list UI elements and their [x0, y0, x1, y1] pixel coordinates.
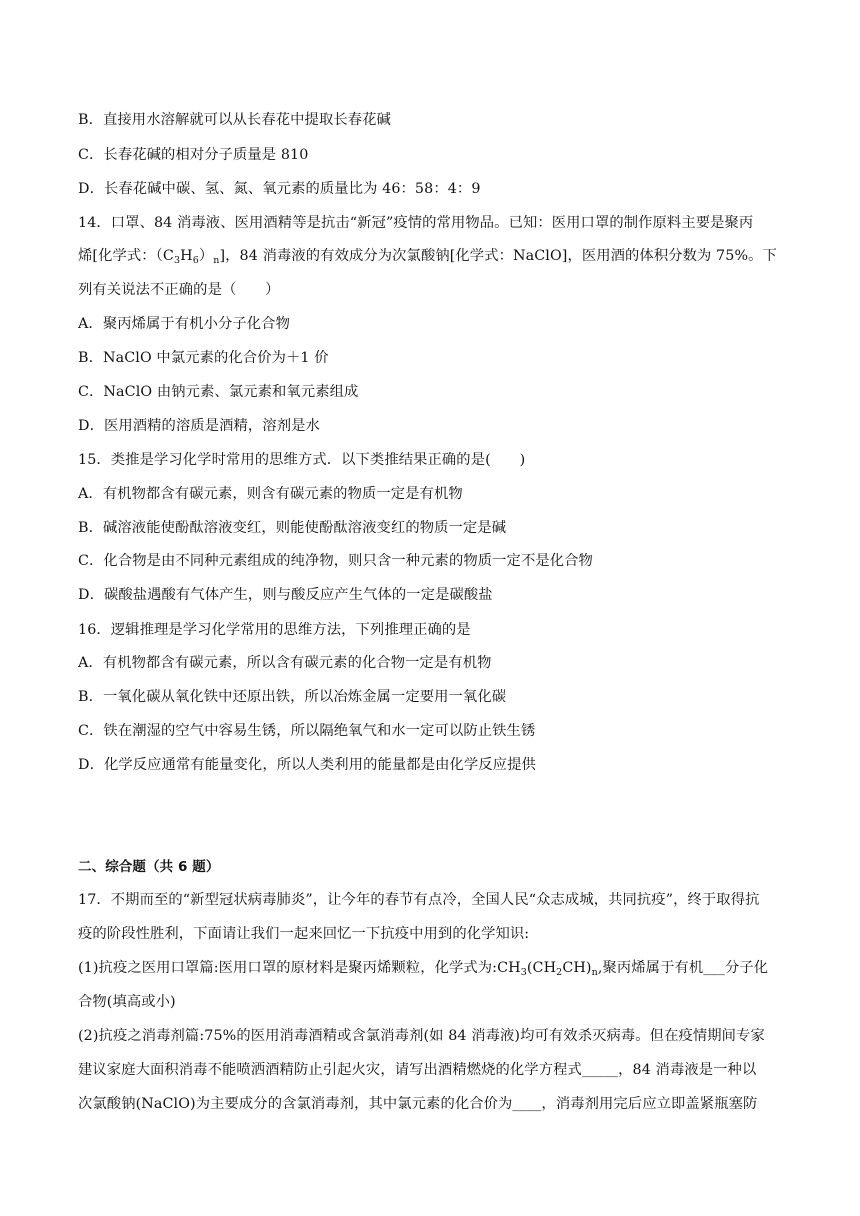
q13-option-b: B．直接用水溶解就可以从长春花中提取长春花碱 — [78, 112, 391, 128]
q17-part2-line2: 建议家庭大面积消毒不能喷洒酒精防止引起火灾，请写出酒精燃烧的化学方程式_____，84 消毒液是一种以 — [78, 1062, 757, 1078]
q17-stem-line1: 17．不期而至的“新型冠状病毒肺炎”，让今年的春节有点冷，全国人民“众志成城，共同抗疫”，终于取得抗 — [78, 892, 760, 908]
q15-option-a: A．有机物都含有碳元素，则含有碳元素的物质一定是有机物 — [78, 486, 463, 502]
q13-option-d: D．长春花碱中碳、氢、氮、氧元素的质量比为 46：58：4：9 — [78, 181, 481, 197]
q14-stem-line2: 烯[化学式：$(C_3H_6)_n$]，84 消毒液的有效成分为次氯酸钠[化学式：NaClO]，医用酒的体积分数为 75%。下 — [78, 248, 777, 266]
q13-option-c: C．长春花碱的相对分子质量是 810 — [78, 147, 309, 163]
q14-option-d: D．医用酒精的溶质是酒精，溶剂是水 — [78, 418, 320, 434]
q15-option-b: B．碱溶液能使酚酞溶液变红，则能使酚酞溶液变红的物质一定是碱 — [78, 520, 507, 536]
q17-stem-line2: 疫的阶段性胜利，下面请让我们一起来回忆一下抗疫中用到的化学知识: — [78, 926, 530, 942]
q17-part1-line2: 合物(填高或小) — [78, 994, 176, 1010]
q16-option-c: C．铁在潮湿的空气中容易生锈，所以隔绝氧气和水一定可以防止铁生锈 — [78, 723, 536, 739]
q15-option-c: C．化合物是由不同种元素组成的纯净物，则只含一种元素的物质一定不是化合物 — [78, 553, 593, 569]
q17-part1-line1: (1)抗疫之医用口罩篇:医用口罩的原材料是聚丙烯颗粒，化学式为$:CH_3(CH_2CH)_n$,聚丙烯属于有机___分子化 — [78, 960, 769, 978]
q16-stem: 16．逻辑推理是学习化学常用的思维方法，下列推理正确的是 — [78, 622, 471, 638]
q14-option-a: A．聚丙烯属于有机小分子化合物 — [78, 316, 290, 332]
q15-option-d: D．碳酸盐遇酸有气体产生，则与酸反应产生气体的一定是碳酸盐 — [78, 587, 493, 603]
q15-stem: 15．类推是学习化学时常用的思维方式．以下类推结果正确的是( ) — [78, 452, 526, 468]
q14-stem-line3: 列有关说法不正确的是（ ） — [78, 282, 280, 298]
q16-option-a: A．有机物都含有碳元素，所以含有碳元素的化合物一定是有机物 — [78, 655, 492, 671]
q17-part2-line3: 次氯酸钠(NaClO)为主要成分的含氯消毒剂，其中氯元素的化合价为____，消毒剂用完后应立即盖紧瓶塞防 — [78, 1096, 758, 1112]
q17-part2-line1: (2)抗疫之消毒剂篇:75%的医用消毒酒精或含氯消毒剂(如 84 消毒液)均可有效杀灭病毒。但在疫情期间专家 — [78, 1028, 765, 1044]
q14-stem-line1: 14．口罩、84 消毒液、医用酒精等是抗击“新冠”疫情的常用物品。已知：医用口罩的制作原料主要是聚丙 — [78, 215, 754, 231]
q16-option-d: D．化学反应通常有能量变化，所以人类利用的能量都是由化学反应提供 — [78, 757, 536, 773]
q14-option-b: B．NaClO 中氯元素的化合价为＋1 价 — [78, 350, 329, 366]
q14-option-c: C．NaClO 由钠元素、氯元素和氧元素组成 — [78, 384, 359, 400]
section-heading: 二、综合题（共 6 题） — [78, 859, 220, 875]
q16-option-b: B．一氧化碳从氧化铁中还原出铁，所以冶炼金属一定要用一氧化碳 — [78, 689, 507, 705]
